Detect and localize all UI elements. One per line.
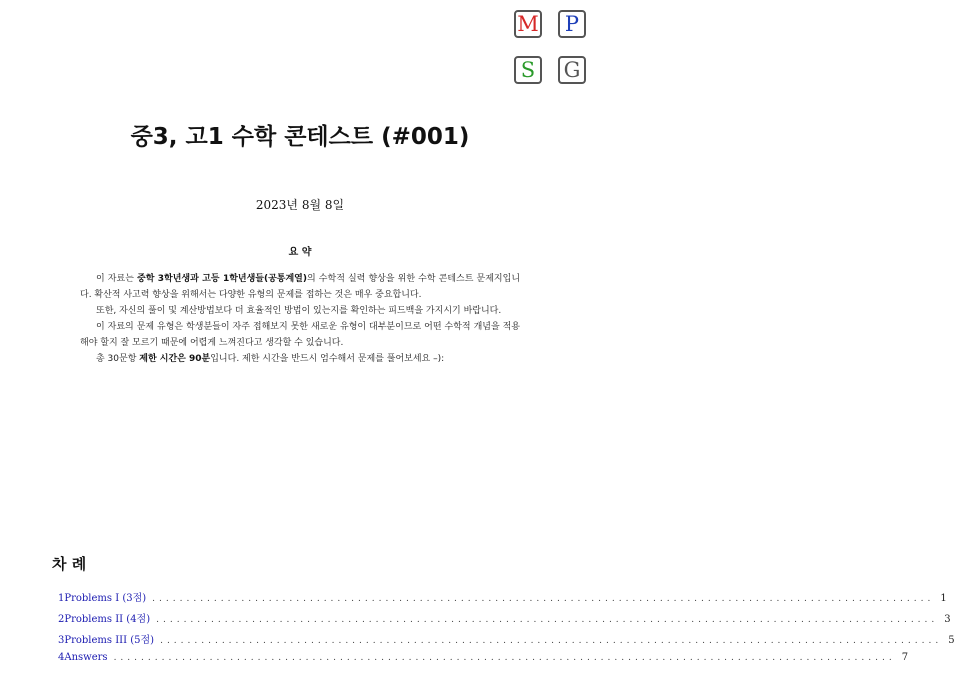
abstract-text: 이 자료는 <box>96 274 137 284</box>
toc-entry-page: 5 <box>948 635 955 646</box>
abstract-body <box>80 271 520 367</box>
toc-leader-dots: .................................................................................................................. <box>113 653 896 663</box>
toc-leader-dots: .................................................................................................................. <box>160 636 943 646</box>
toc-entry-page: 1 <box>940 593 947 604</box>
toc-entry-link[interactable]: Answers <box>64 652 108 663</box>
toc-entry-number: 1 <box>58 593 65 604</box>
abstract-heading: 요 약 <box>288 247 312 258</box>
toc-leader-dots: .................................................................................................................. <box>152 594 935 604</box>
toc-entry-link[interactable]: Problems III (5점) <box>64 635 155 646</box>
toc-entry-number: 3 <box>58 635 65 646</box>
logo-letter-s: S <box>514 56 542 84</box>
toc-entry-link[interactable]: Problems I (3점) <box>64 593 147 604</box>
abstract-paragraph-3: 이 자료의 문제 유형은 학생분들이 자주 접해보지 못한 새로운 유형이 대부분이므로 어떤 수학적 개념을 적용해야 할지 잘 모르기 때문에 어렵게 느껴진다고 생각할 수 있습니다. <box>80 322 520 348</box>
abstract-paragraph-2: 또한, 자신의 풀이 및 계산방법보다 더 효율적인 방법이 있는지를 확인하는 피드백을 가지시기 바랍니다. <box>96 306 502 316</box>
abstract-text: 의 수학적 실력 향상을 위한 수학 콘테스트 문제지입니다. 확산적 사고력 향상을 위해서는 다양한 유형의 문제를 접하는 것은 매우 중요합니다. <box>80 274 521 300</box>
toc-leader-dots: .................................................................................................................. <box>156 615 939 625</box>
toc-entry-problems-2[interactable] <box>58 610 951 631</box>
logo-letter-g: G <box>558 56 586 84</box>
toc-entry-page: 7 <box>901 652 909 663</box>
abstract-bold-text: 제한 시간은 90분 <box>139 354 211 364</box>
document-title: 중3, 고1 수학 콘테스트 (#001) <box>130 124 470 150</box>
abstract-bold-text: 중학 3학년생과 고등 1학년생들(공통계열) <box>137 274 307 284</box>
abstract-paragraph-4 <box>80 351 520 367</box>
toc-entry-problems-3[interactable] <box>58 631 955 652</box>
toc-entry-number: 2 <box>58 614 65 625</box>
logo-letter-p: P <box>558 10 586 38</box>
toc-entry-page: 3 <box>944 614 951 625</box>
toc-entry-answers[interactable] <box>58 652 909 673</box>
abstract-text: 입니다. 제한 시간을 반드시 엄수해서 문제를 풀어보세요 –): <box>210 354 445 364</box>
logo-letter-m: M <box>514 10 542 38</box>
document-date: 2023년 8월 8일 <box>255 198 345 212</box>
mpsg-logo <box>514 10 589 90</box>
abstract-paragraph-1 <box>80 271 520 303</box>
toc-entry-number: 4 <box>58 652 65 663</box>
toc-heading: 차 례 <box>52 555 87 573</box>
abstract-text: 총 30문항 <box>96 354 140 364</box>
toc-entry-link[interactable]: Problems II (4점) <box>64 614 151 625</box>
toc-entry-problems-1[interactable] <box>58 589 947 610</box>
table-of-contents <box>58 589 955 673</box>
